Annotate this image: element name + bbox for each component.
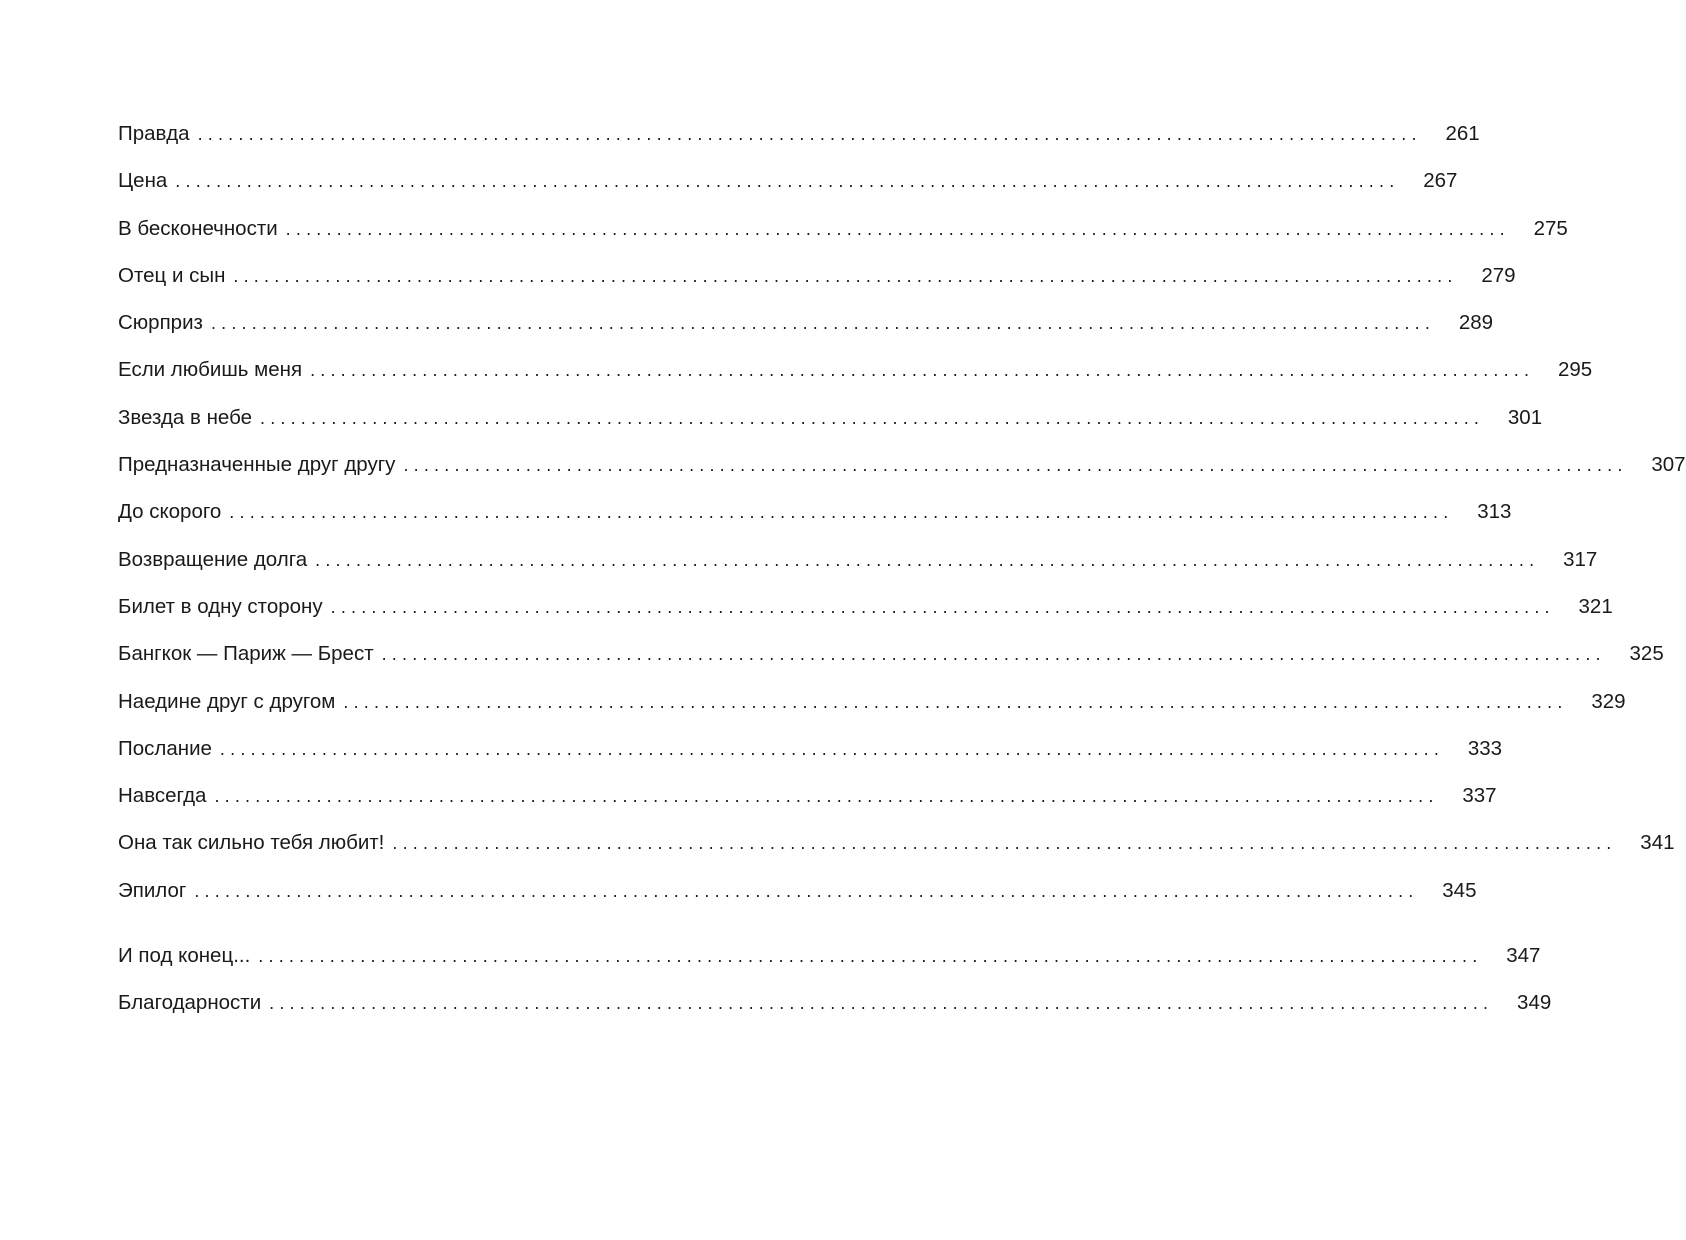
toc-entry (118, 258, 1516, 305)
toc-dot-leader: ........................................................................................................................ (233, 265, 1458, 286)
toc-dot-leader: ........................................................................................................................ (194, 880, 1419, 901)
toc-entry-title: Бангкок — Париж — Брест (118, 642, 374, 666)
toc-entry (118, 163, 1458, 210)
toc-dot-leader: ........................................................................................................................ (381, 644, 1606, 665)
toc-entry (118, 494, 1512, 541)
toc-entry-title: Наедине друг с другом (118, 689, 336, 713)
toc-dot-leader: ........................................................................................................................ (219, 738, 1445, 759)
toc-entry-page: 275 (1533, 216, 1568, 240)
toc-entry (118, 873, 1477, 920)
toc-entry-page: 261 (1445, 122, 1480, 145)
toc-dot-leader: ........................................................................................................................ (315, 549, 1540, 570)
toc-entry (118, 447, 1686, 494)
toc-entry-page: 317 (1563, 547, 1598, 571)
toc-entry-page: 313 (1477, 500, 1512, 524)
toc-dot-leader: ........................................................................................................................ (269, 993, 1494, 1014)
toc-entry-page: 349 (1517, 991, 1552, 1015)
toc-dot-leader: ........................................................................................................................ (197, 124, 1422, 144)
toc-entry-page: 295 (1557, 358, 1593, 382)
toc-entry-title: В бесконечности (118, 216, 278, 240)
toc-dot-leader: ........................................................................................................................ (403, 455, 1628, 476)
toc-entry-title: До скорого (118, 500, 222, 524)
toc-entry-title: Если любишь меня (118, 358, 303, 382)
toc-entry-page: 321 (1578, 594, 1613, 618)
toc-entry (118, 636, 1664, 683)
toc-entry-title: Цена (118, 169, 168, 193)
toc-dot-leader: ........................................................................................................................ (392, 833, 1617, 854)
toc-entry-page: 345 (1442, 878, 1477, 902)
toc-entry-title: Отец и сын (118, 263, 226, 287)
toc-entry-title: Она так сильно тебя любит! (118, 831, 385, 855)
toc-dot-leader: ........................................................................................................................ (260, 407, 1485, 428)
toc-main-section (118, 116, 1686, 920)
toc-entry-title: Эпилог (118, 878, 187, 902)
toc-entry-title: Навсегда (118, 784, 207, 808)
toc-dot-leader: ........................................................................................................................ (175, 171, 1400, 192)
toc-entry (118, 684, 1626, 731)
toc-entry-title: Сюрприз (118, 311, 203, 335)
toc-dot-leader: ........................................................................................................................ (214, 786, 1439, 807)
toc-entry-page: 301 (1507, 405, 1543, 429)
toc-entry-title: Правда (118, 122, 190, 145)
toc-dot-leader: ........................................................................................................................ (258, 946, 1483, 967)
toc-entry-page: 267 (1423, 169, 1458, 193)
toc-entry-page: 289 (1458, 311, 1494, 335)
toc-entry-page: 307 (1651, 453, 1686, 477)
toc-entry-page: 347 (1506, 944, 1541, 968)
toc-entry-title: Послание (118, 736, 212, 760)
toc-entry-page: 337 (1462, 784, 1497, 808)
toc-dot-leader: ........................................................................................................................ (285, 218, 1510, 239)
section-spacer (118, 920, 702, 938)
toc-entry (118, 305, 1494, 352)
toc-entry-page: 325 (1629, 642, 1664, 666)
toc-end-section (118, 938, 1552, 1033)
toc-dot-leader: ........................................................................................................................ (330, 596, 1555, 617)
toc-entry (118, 825, 1675, 872)
toc-entry-page: 329 (1591, 689, 1626, 713)
toc-entry (118, 985, 1552, 1032)
toc-dot-leader: ........................................................................................................................ (343, 691, 1568, 712)
toc-entry-page: 279 (1481, 263, 1516, 287)
toc-entry (118, 778, 1497, 825)
toc-entry-title: Благодарности (118, 991, 262, 1015)
toc-entry-page: 341 (1640, 831, 1675, 855)
toc-entry-title: Билет в одну сторону (118, 594, 323, 618)
toc-dot-leader: ........................................................................................................................ (210, 313, 1436, 334)
toc-entry (118, 731, 1503, 778)
table-of-contents (118, 116, 1686, 1033)
toc-entry-title: Возвращение долга (118, 547, 308, 571)
toc-entry-page: 333 (1467, 736, 1503, 760)
toc-entry (118, 938, 1541, 985)
toc-entry (118, 116, 1480, 163)
toc-dot-leader: ........................................................................................................................ (229, 502, 1454, 523)
toc-entry (118, 589, 1613, 636)
toc-entry (118, 400, 1543, 447)
toc-entry-title: Предназначенные друг другу (118, 453, 396, 477)
toc-entry (118, 211, 1568, 258)
toc-entry-title: Звезда в небе (118, 405, 252, 429)
toc-entry (118, 352, 1593, 399)
toc-entry-title: И под конец... (118, 944, 251, 968)
toc-entry (118, 542, 1598, 589)
toc-dot-leader: ........................................................................................................................ (310, 360, 1535, 381)
